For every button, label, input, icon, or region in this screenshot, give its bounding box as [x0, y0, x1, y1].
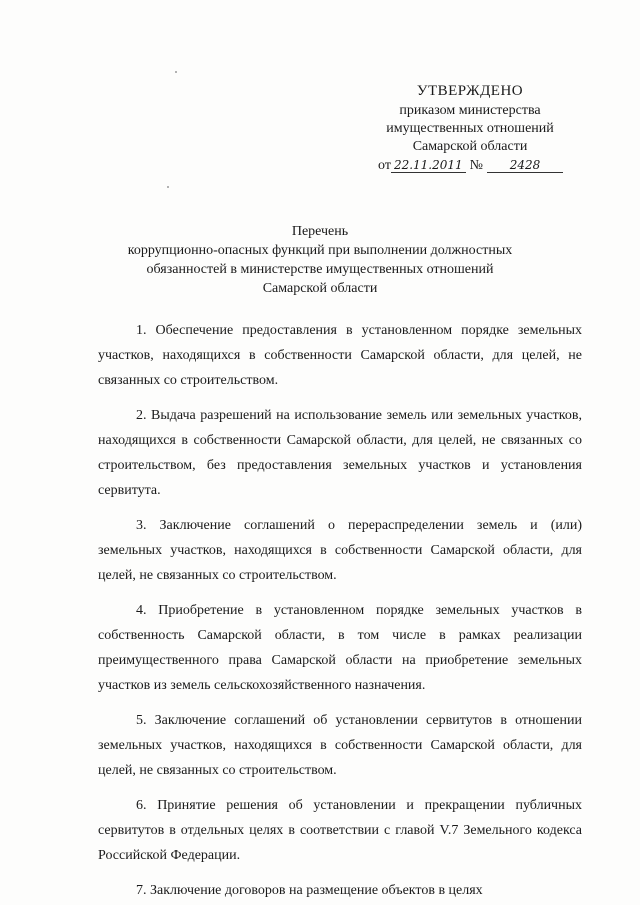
approval-stamp-block [360, 82, 580, 175]
approval-line: Самарской области [412, 139, 528, 154]
handwritten-order-number: 2428 [487, 158, 563, 173]
list-title-line: Самарской области [262, 281, 378, 296]
list-item: 5. Заключение соглашений об установлении сервитутов в отношении земельных участков, находящихся в собственности Самарской области, для целей, не связанных со строительством. [98, 713, 582, 778]
functions-list [98, 318, 582, 913]
approval-heading: УТВЕРЖДЕНО [416, 83, 524, 99]
approval-line: приказом министерства [399, 103, 541, 118]
scan-speck [175, 71, 177, 73]
list-item: 2. Выдача разрешений на использование земель или земельных участков, находящихся в собственности Самарской области, для целей, не связанных со строительством, без предоставления земельных участков и установления сервитута. [98, 408, 582, 498]
list-title-heading: Перечень [291, 224, 349, 239]
list-item: 1. Обеспечение предоставления в установленном порядке земельных участков, находящихся в собственности Самарской области, для целей, не связанных со строительством. [98, 323, 582, 388]
number-sign: № [469, 158, 484, 173]
list-title-line: обязанностей в министерстве имущественных отношений [146, 262, 494, 277]
list-item: 3. Заключение соглашений о перераспределении земель и (или) земельных участков, находящихся в собственности Самарской области, для целей, не связанных со строительством. [98, 518, 582, 583]
approval-line: имущественных отношений [386, 121, 554, 136]
list-item: 4. Приобретение в установленном порядке земельных участков в собственность Самарской области, в том числе в рамках реализации преимущественного права Самарской области на приобретение земельных участков из земель сельскохозяйственного назначения. [98, 603, 582, 693]
list-item: 7. Заключение договоров на размещение объектов в целях [136, 883, 483, 898]
list-title-line: коррупционно-опасных функций при выполнении должностных [127, 243, 513, 258]
list-item: 6. Принятие решения об установлении и прекращении публичных сервитутов в отдельных целях в соответствии с главой V.7 Земельного кодекса Российской Федерации. [98, 798, 582, 863]
handwritten-date: 22.11.2011 [391, 158, 466, 173]
list-title-block [100, 222, 540, 298]
order-date-number-line [360, 157, 580, 175]
date-prefix: от [378, 158, 391, 173]
scan-speck [167, 186, 169, 188]
